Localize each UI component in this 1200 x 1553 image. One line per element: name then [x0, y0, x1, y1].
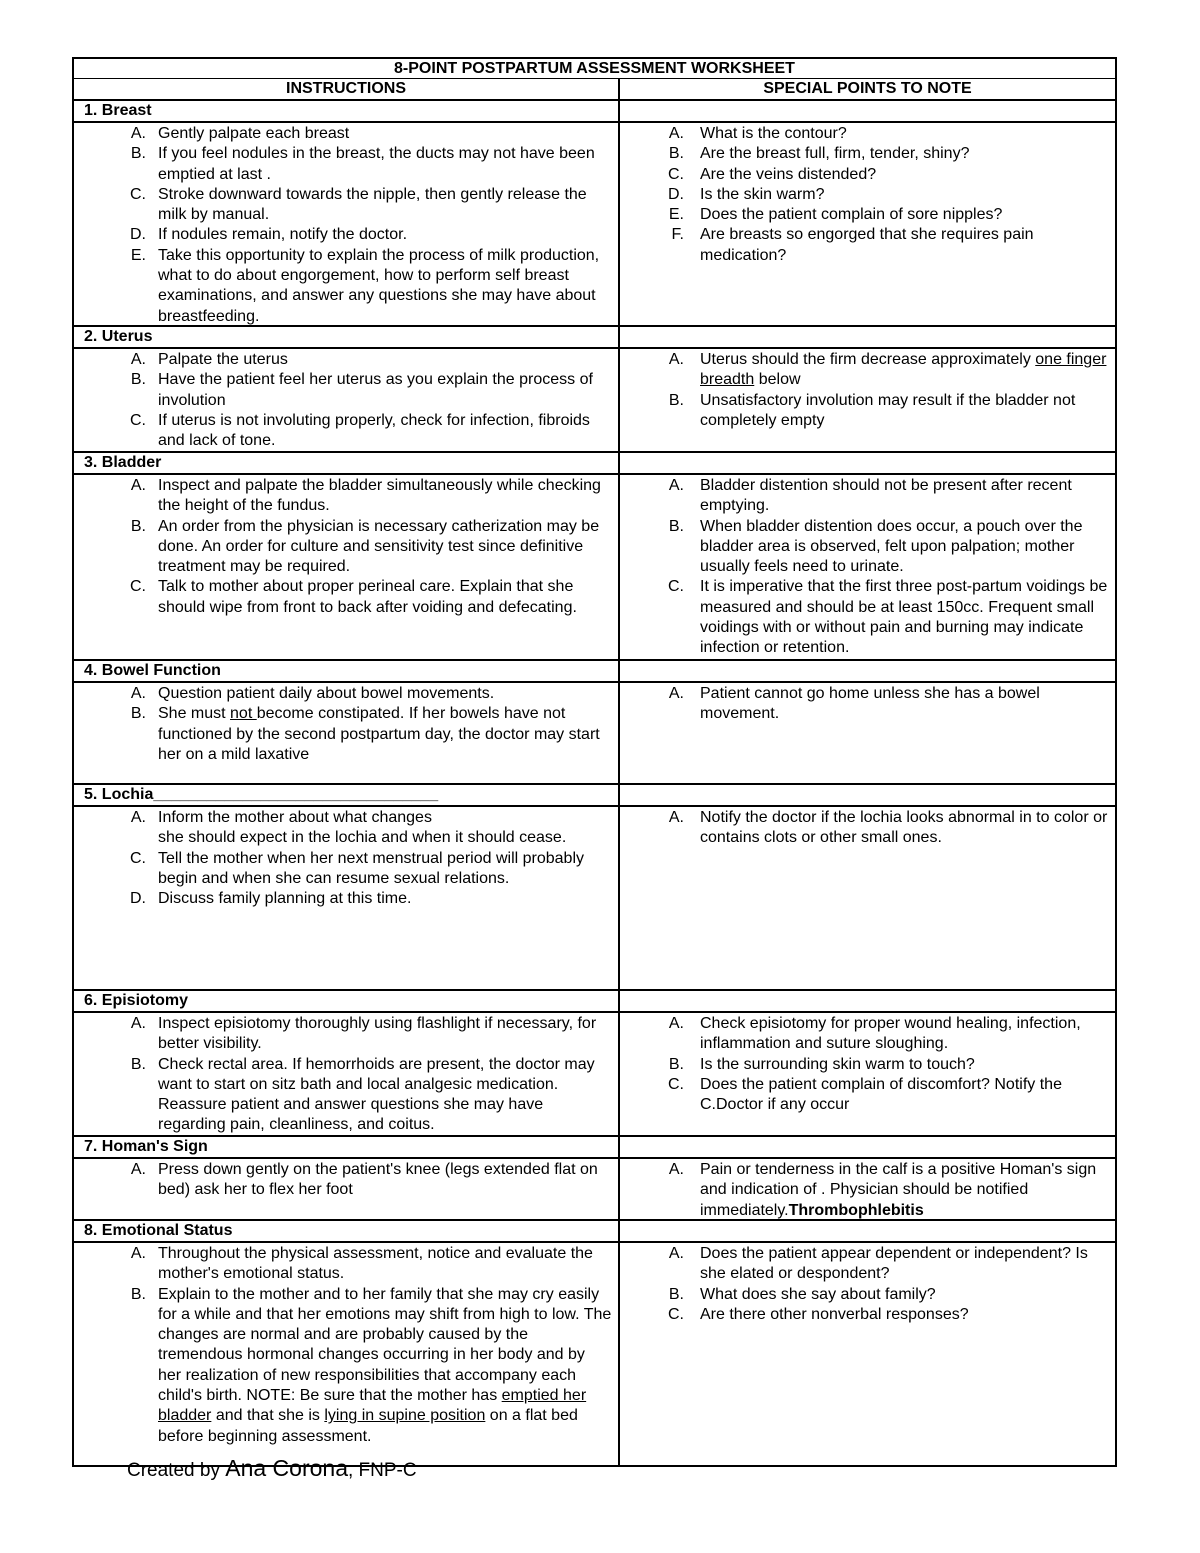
item-marker: C.: [130, 849, 146, 867]
section-heading-row: [74, 661, 1115, 683]
item-text: Talk to mother about proper perineal care. Explain that she should wipe from front to back after voiding and defecating.: [158, 578, 577, 616]
underlined-text: lying in supine position: [324, 1407, 486, 1425]
item-text: Inspect and palpate the bladder simultaneously while checking the height of the fundus.: [158, 477, 601, 515]
item-marker: E.: [130, 246, 146, 264]
item-text: Are the breast full, firm, tender, shiny?: [700, 145, 970, 163]
special-points-list: [620, 1244, 1115, 1325]
item-marker: B.: [130, 1285, 146, 1303]
item-text: Question patient daily about bowel movements.: [158, 685, 495, 702]
list-item: [74, 704, 618, 765]
bold-text: Thrombophlebitis: [788, 1201, 924, 1219]
item-marker: B.: [130, 517, 146, 535]
special-points-cell: [620, 475, 1115, 659]
instructions-cell: [74, 123, 620, 325]
list-item: [620, 165, 1115, 185]
instructions-cell: [74, 1243, 620, 1465]
instructions-list: [74, 1244, 618, 1447]
item-marker: A.: [130, 1161, 146, 1178]
item-text: Are breasts so engorged that she requires pain medication?: [700, 226, 1034, 264]
item-text: Bladder distention should not be present after recent emptying.: [700, 477, 1072, 515]
item-text: on a flat bed before beginning assessment.: [158, 1407, 578, 1445]
worksheet-table: [72, 57, 1117, 1467]
section-heading-blank: [620, 1221, 1115, 1241]
list-item: [620, 808, 1115, 849]
item-marker: B.: [130, 145, 146, 163]
special-points-list: [620, 476, 1115, 659]
worksheet-title: 8-POINT POSTPARTUM ASSESSMENT WORKSHEET: [74, 59, 1115, 79]
item-text: . Physician should be notified immediately.: [700, 1181, 1029, 1219]
section-heading-row: [74, 991, 1115, 1013]
special-points-cell: [620, 807, 1115, 989]
item-text: become constipated. If her bowels have not functioned by the second postpartum day, the doctor may start her on a mild laxative: [158, 705, 600, 763]
item-marker: A.: [668, 1161, 684, 1178]
section-heading-row: [74, 1221, 1115, 1243]
list-item: [620, 1305, 1115, 1325]
item-marker: A.: [130, 351, 146, 368]
item-text: She must: [158, 705, 231, 723]
item-text: Inspect episiotomy thoroughly using flashlight if necessary, for better visibility.: [158, 1015, 597, 1053]
item-marker: C.: [668, 165, 684, 183]
special-points-list: [620, 684, 1115, 725]
item-marker: D.: [130, 226, 146, 244]
section-body-row: [74, 1243, 1115, 1465]
instructions-header: INSTRUCTIONS: [74, 79, 620, 99]
underlined-text: one finger breadth: [700, 351, 1107, 389]
list-item: [620, 1075, 1115, 1116]
underlined-text: emptied her bladder: [158, 1387, 587, 1425]
item-text: What does she say about family?: [700, 1285, 936, 1303]
list-item: [74, 225, 618, 245]
item-marker: A.: [130, 477, 146, 494]
item-marker: B.: [668, 517, 684, 535]
item-text: It is imperative that the first three post-partum voidings be measured and should be at least 150cc. Frequent small voidings with or without pain and burning may indicate infection or retention.: [700, 578, 1108, 657]
item-text: Are the veins distended?: [700, 165, 877, 183]
section-heading: 3. Bladder: [74, 453, 620, 473]
item-text: she should expect in the lochia and when it should cease.: [158, 829, 567, 847]
section-heading: 2. Uterus: [74, 327, 620, 347]
item-marker: D.: [130, 890, 146, 908]
list-item: [74, 124, 618, 144]
item-marker: A.: [668, 1015, 684, 1032]
item-text: When bladder distention does occur, a pouch over the bladder area is observed, felt upon palpation; mother usually feels need to urinate.: [700, 517, 1083, 576]
list-item: [74, 1160, 618, 1201]
instructions-cell: [74, 1013, 620, 1135]
instructions-list: [74, 124, 618, 327]
sections: [74, 101, 1115, 1465]
special-points-cell: [620, 1159, 1115, 1219]
list-item: [74, 1014, 618, 1055]
list-item: [620, 225, 1115, 266]
item-text: Patient cannot go home unless she has a bowel movement.: [700, 685, 1040, 723]
list-item: [74, 808, 618, 828]
list-item: [620, 577, 1115, 658]
section-body-row: [74, 123, 1115, 327]
section-heading-row: [74, 327, 1115, 349]
section-heading: 5. Lochia________________________________: [74, 785, 620, 805]
item-marker: C.: [668, 578, 684, 596]
list-item: [74, 411, 618, 452]
item-text: If nodules remain, notify the doctor.: [158, 226, 408, 244]
item-text: Unsatisfactory involution may result if the bladder not completely empty: [700, 391, 1076, 429]
section-heading-row: [74, 785, 1115, 807]
item-text: Pain or tenderness in the calf is a positive Homan's sign and indication of: [700, 1161, 1097, 1199]
item-text: and that she is: [211, 1407, 325, 1425]
list-item: [620, 517, 1115, 578]
item-text: Does the patient complain of discomfort? Notify the C.Doctor if any occur: [700, 1075, 1062, 1114]
section-heading: 6. Episiotomy: [74, 991, 620, 1011]
item-text: Throughout the physical assessment, notice and evaluate the mother's emotional status.: [158, 1245, 593, 1283]
item-text: If you feel nodules in the breast, the ducts may not have been emptied at last .: [158, 145, 595, 183]
section-heading-blank: [620, 327, 1115, 347]
item-text: Are there other nonverbal responses?: [700, 1305, 969, 1323]
list-item: [74, 828, 618, 848]
section-body-row: [74, 1013, 1115, 1137]
item-marker: C.: [130, 411, 146, 429]
section-heading-row: [74, 453, 1115, 475]
list-item: [74, 476, 618, 517]
instructions-cell: [74, 1159, 620, 1219]
item-text: Stroke downward towards the nipple, then gently release the milk by manual.: [158, 185, 587, 224]
list-item: [620, 1014, 1115, 1055]
list-item: [620, 1244, 1115, 1285]
item-text: Take this opportunity to explain the process of milk production, what to do about engorgement, how to perform self breast examinations, and answer any questions she may have about breastfeeding.: [158, 246, 600, 325]
item-marker: B.: [668, 391, 684, 409]
underlined-text: not: [230, 705, 257, 723]
list-item: [74, 350, 618, 370]
item-text: Palpate the uterus: [158, 351, 288, 368]
item-text: What is the contour?: [700, 125, 847, 142]
item-text: Does the patient complain of sore nipples?: [700, 206, 1003, 224]
section-heading-row: [74, 101, 1115, 123]
list-item: [74, 1244, 618, 1285]
item-text: Uterus should the firm decrease approximately: [700, 351, 1036, 368]
section-body-row: [74, 475, 1115, 661]
item-text: Notify the doctor if the lochia looks abnormal in to color or contains clots or other small ones.: [700, 809, 1108, 847]
item-marker: B.: [130, 371, 146, 389]
list-item: [74, 889, 618, 909]
special-points-cell: [620, 123, 1115, 325]
list-item: [620, 1055, 1115, 1075]
item-marker: A.: [130, 809, 146, 826]
section-heading-blank: [620, 991, 1115, 1011]
item-marker: A.: [668, 125, 684, 142]
item-text: Is the surrounding skin warm to touch?: [700, 1055, 975, 1073]
list-item: [74, 684, 618, 704]
special-points-cell: [620, 1013, 1115, 1135]
item-marker: B.: [668, 1055, 684, 1073]
item-text: below: [754, 371, 801, 389]
footer-suffix: , FNP-C: [347, 1460, 417, 1481]
list-item: [74, 849, 618, 890]
item-marker: A.: [668, 351, 684, 368]
list-item: [74, 517, 618, 578]
list-item: [620, 476, 1115, 517]
list-item: [74, 185, 618, 226]
list-item: [620, 684, 1115, 725]
list-item: [620, 205, 1115, 225]
special-points-header: SPECIAL POINTS TO NOTE: [763, 80, 972, 97]
section-heading: 8. Emotional Status: [74, 1221, 620, 1241]
item-text: Check rectal area. If hemorrhoids are present, the doctor may want to start on sitz bath and local analgesic medication. Reassure patient and answer questions she may have regarding pain, cleanliness, and coitus.: [158, 1055, 595, 1134]
instructions-list: [74, 684, 618, 765]
special-points-list: [620, 1014, 1115, 1115]
item-marker: A.: [130, 1245, 146, 1262]
item-marker: D.: [668, 185, 684, 203]
item-marker: F.: [671, 226, 684, 244]
item-text: Press down gently on the patient's knee (legs extended flat on bed) ask her to flex her foot: [158, 1161, 598, 1199]
footer-credit: [127, 1455, 417, 1482]
footer-prefix: Created by: [127, 1460, 226, 1481]
list-item: [74, 246, 618, 327]
item-marker: C.: [668, 1305, 684, 1323]
item-text: Does the patient appear dependent or independent? Is she elated or despondent?: [700, 1245, 1088, 1283]
list-item: [74, 1055, 618, 1136]
section-heading: 7. Homan's Sign: [74, 1137, 620, 1157]
section-heading-row: [74, 1137, 1115, 1159]
list-item: [74, 370, 618, 411]
item-marker: A.: [668, 685, 684, 702]
special-points-list: [620, 350, 1115, 431]
item-text: Check episiotomy for proper wound healing, infection, inflammation and suture sloughing.: [700, 1015, 1081, 1053]
item-marker: A.: [668, 1245, 684, 1262]
instructions-cell: [74, 683, 620, 783]
section-heading: 1. Breast: [74, 101, 620, 121]
item-marker: E.: [668, 206, 684, 224]
item-text: Gently palpate each breast: [158, 125, 350, 142]
special-points-list: [620, 1160, 1115, 1221]
list-item: [620, 185, 1115, 205]
column-headers: [74, 79, 1115, 101]
instructions-list: [74, 350, 618, 451]
item-text: Explain to the mother and to her family that she may cry easily for a while and that her emotions may shift from high to low. The changes are normal and are probably caused by the tremendous hormonal changes occurring in her body and by her realization of new responsibilities that accompany each child's birth. NOTE: Be sure that the mother has: [158, 1285, 612, 1405]
item-marker: A.: [668, 809, 684, 826]
instructions-list: [74, 476, 618, 618]
instructions-cell: [74, 475, 620, 659]
special-points-list: [620, 124, 1115, 266]
item-marker: A.: [130, 685, 146, 702]
item-marker: A.: [668, 477, 684, 494]
section-heading-blank: [620, 1137, 1115, 1157]
special-points-list: [620, 808, 1115, 849]
item-marker: C.: [130, 578, 146, 596]
item-marker: B.: [668, 145, 684, 163]
instructions-list: [74, 1014, 618, 1136]
item-marker: C.: [130, 185, 146, 203]
list-item: [74, 577, 618, 618]
item-marker: A.: [130, 1015, 146, 1032]
list-item: [74, 1285, 618, 1447]
item-text: Is the skin warm?: [700, 185, 825, 203]
list-item: [620, 350, 1115, 391]
item-text: Inform the mother about what changes: [158, 809, 432, 826]
item-marker: A.: [130, 125, 146, 142]
list-item: [74, 144, 618, 185]
item-marker: B.: [130, 1055, 146, 1073]
list-item: [620, 144, 1115, 164]
list-item: [620, 1285, 1115, 1305]
item-text: Tell the mother when her next menstrual period will probably begin and when she can resume sexual relations.: [158, 849, 584, 887]
item-text: Discuss family planning at this time.: [158, 890, 412, 908]
instructions-list: [74, 1160, 618, 1201]
special-points-cell: [620, 349, 1115, 451]
special-points-cell: [620, 1243, 1115, 1465]
item-text: Have the patient feel her uterus as you explain the process of involution: [158, 371, 593, 409]
list-item: [620, 1160, 1115, 1221]
section-body-row: [74, 349, 1115, 453]
section-body-row: [74, 807, 1115, 991]
instructions-list: [74, 808, 618, 909]
item-marker: C.: [668, 1075, 684, 1093]
section-body-row: [74, 683, 1115, 785]
section-heading-blank: [620, 101, 1115, 121]
item-text: An order from the physician is necessary catherization may be done. An order for culture and sensitivity test since definitive treatment may be required.: [158, 517, 600, 576]
instructions-cell: [74, 807, 620, 989]
item-marker: B.: [668, 1285, 684, 1303]
list-item: [620, 391, 1115, 432]
section-heading-blank: [620, 785, 1115, 805]
item-marker: B.: [130, 705, 146, 723]
section-heading: 4. Bowel Function: [74, 661, 620, 681]
item-text: If uterus is not involuting properly, check for infection, fibroids and lack of tone.: [158, 411, 590, 450]
instructions-cell: [74, 349, 620, 451]
author-name: Ana Corona: [225, 1455, 348, 1481]
special-points-cell: [620, 683, 1115, 783]
list-item: [620, 124, 1115, 144]
section-body-row: [74, 1159, 1115, 1221]
section-heading-blank: [620, 661, 1115, 681]
section-heading-blank: [620, 453, 1115, 473]
